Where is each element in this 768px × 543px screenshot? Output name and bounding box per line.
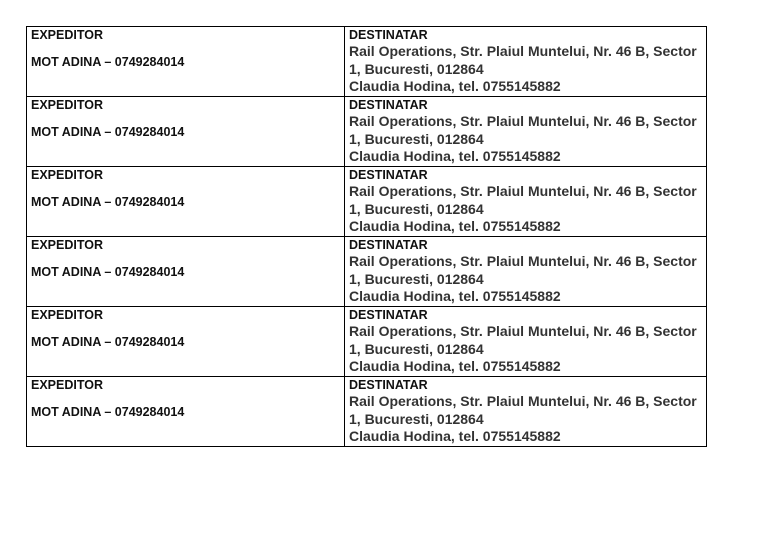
sender-name: MOT ADINA – 0749284014 [31,125,185,139]
recipient-cell [345,377,707,447]
sender-heading: EXPEDITOR [31,238,104,252]
recipient-heading: DESTINATAR [349,238,428,252]
recipient-cell [345,97,707,167]
sender-cell [27,167,345,237]
label-row [27,167,707,237]
sender-name: MOT ADINA – 0749284014 [31,335,185,349]
recipient-heading: DESTINATAR [349,98,428,112]
sender-cell [27,377,345,447]
recipient-contact: Claudia Hodina, tel. 0755145882 [349,288,561,304]
label-row [27,237,707,307]
recipient-heading: DESTINATAR [349,168,428,182]
sender-cell [27,97,345,167]
label-row [27,307,707,377]
sender-cell [27,237,345,307]
sender-name: MOT ADINA – 0749284014 [31,265,185,279]
sender-heading: EXPEDITOR [31,378,104,392]
sender-heading: EXPEDITOR [31,98,104,112]
recipient-cell [345,167,707,237]
recipient-address: Rail Operations, Str. Plaiul Muntelui, Nr. 46 B, Sector 1, Bucuresti, 012864 [349,113,697,147]
recipient-cell [345,27,707,97]
sender-name: MOT ADINA – 0749284014 [31,195,185,209]
recipient-heading: DESTINATAR [349,378,428,392]
recipient-address: Rail Operations, Str. Plaiul Muntelui, Nr. 46 B, Sector 1, Bucuresti, 012864 [349,183,697,217]
shipping-labels-table [26,26,707,447]
recipient-address: Rail Operations, Str. Plaiul Muntelui, Nr. 46 B, Sector 1, Bucuresti, 012864 [349,43,697,77]
label-row [27,27,707,97]
sender-heading: EXPEDITOR [31,28,104,42]
sender-heading: EXPEDITOR [31,168,104,182]
recipient-address: Rail Operations, Str. Plaiul Muntelui, Nr. 46 B, Sector 1, Bucuresti, 012864 [349,253,697,287]
sender-name: MOT ADINA – 0749284014 [31,55,185,69]
recipient-cell [345,237,707,307]
recipient-contact: Claudia Hodina, tel. 0755145882 [349,428,561,444]
recipient-heading: DESTINATAR [349,308,428,322]
recipient-address: Rail Operations, Str. Plaiul Muntelui, Nr. 46 B, Sector 1, Bucuresti, 012864 [349,323,697,357]
recipient-contact: Claudia Hodina, tel. 0755145882 [349,78,561,94]
recipient-address: Rail Operations, Str. Plaiul Muntelui, Nr. 46 B, Sector 1, Bucuresti, 012864 [349,393,697,427]
label-row [27,377,707,447]
recipient-contact: Claudia Hodina, tel. 0755145882 [349,218,561,234]
sender-cell [27,27,345,97]
recipient-contact: Claudia Hodina, tel. 0755145882 [349,358,561,374]
recipient-cell [345,307,707,377]
recipient-heading: DESTINATAR [349,28,428,42]
sender-cell [27,307,345,377]
label-row [27,97,707,167]
recipient-contact: Claudia Hodina, tel. 0755145882 [349,148,561,164]
sender-name: MOT ADINA – 0749284014 [31,405,185,419]
sender-heading: EXPEDITOR [31,308,104,322]
